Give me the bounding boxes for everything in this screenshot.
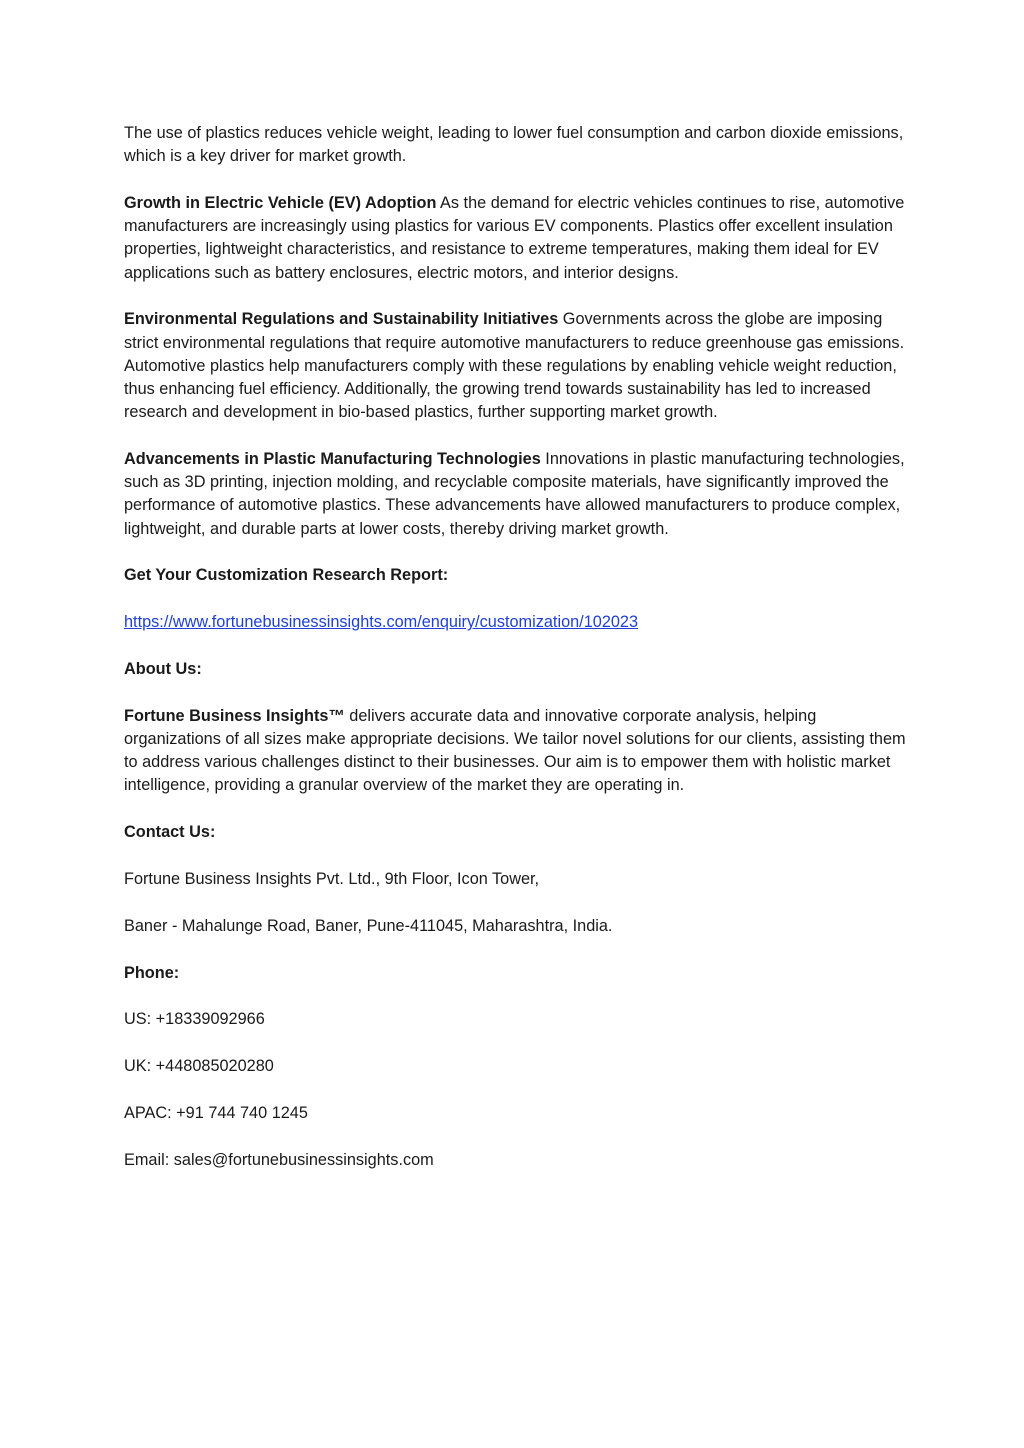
customization-link-paragraph	[124, 611, 914, 634]
address-line-1: Fortune Business Insights Pvt. Ltd., 9th Floor, Icon Tower,	[124, 870, 540, 889]
address-line-2: Baner - Mahalunge Road, Baner, Pune-411045, Maharashtra, India.	[124, 916, 613, 935]
email-line: Email: sales@fortunebusinessinsights.com	[124, 1150, 434, 1169]
regulations-paragraph	[124, 308, 914, 424]
regulations-body: Governments across the globe are imposing strict environmental regulations that require automotive manufacturers to reduce greenhouse gas emissions. Automotive plastics help manufacturers comply with these regulations by enabling vehicle weight reduction, thus enhancing fuel efficiency. Additionally, the growing trend towards sustainability has led to increased research and development in bio-based plastics, further supporting market growth.	[124, 310, 905, 422]
phone-us: US: +18339092966	[124, 1010, 265, 1029]
document-body	[124, 122, 914, 1196]
contact-heading: Contact Us:	[124, 823, 216, 842]
manufacturing-body: Innovations in plastic manufacturing technologies, such as 3D printing, injection molding, and recyclable composite materials, have significantly improved the performance of automotive plastics. These advancements have allowed manufacturers to produce complex, lightweight, and durable parts at lower costs, thereby driving market growth.	[124, 450, 905, 538]
about-body: delivers accurate data and innovative corporate analysis, helping organizations of all sizes make appropriate decisions. We tailor novel solutions for our clients, assisting them to address various challenges distinct to their businesses. Our aim is to empower them with holistic market intelligence, providing a granular overview of the market they are operating in.	[124, 706, 906, 795]
customization-link[interactable]: https://www.fortunebusinessinsights.com/enquiry/customization/102023	[124, 613, 639, 632]
phone-heading: Phone:	[124, 963, 180, 982]
regulations-heading: Environmental Regulations and Sustainability Initiatives	[124, 310, 559, 329]
customization-heading: Get Your Customization Research Report:	[124, 566, 449, 585]
about-heading: About Us:	[124, 660, 202, 679]
manufacturing-paragraph	[124, 448, 914, 541]
phone-uk: UK: +448085020280	[124, 1057, 274, 1076]
manufacturing-heading: Advancements in Plastic Manufacturing Technologies	[124, 450, 541, 469]
ev-adoption-paragraph	[124, 192, 914, 285]
intro-paragraph: The use of plastics reduces vehicle weight, leading to lower fuel consumption and carbon dioxide emissions, which is a key driver for market growth.	[124, 124, 904, 166]
ev-adoption-body: As the demand for electric vehicles continues to rise, automotive manufacturers are increasingly using plastics for various EV components. Plastics offer excellent insulation properties, lightweight characteristics, and resistance to extreme temperatures, making them ideal for EV applications such as battery enclosures, electric motors, and interior designs.	[124, 194, 905, 282]
about-paragraph	[124, 705, 914, 798]
phone-apac: APAC: +91 744 740 1245	[124, 1104, 308, 1122]
ev-adoption-heading: Growth in Electric Vehicle (EV) Adoption	[124, 194, 437, 212]
about-company-name: Fortune Business Insights™	[124, 706, 345, 725]
